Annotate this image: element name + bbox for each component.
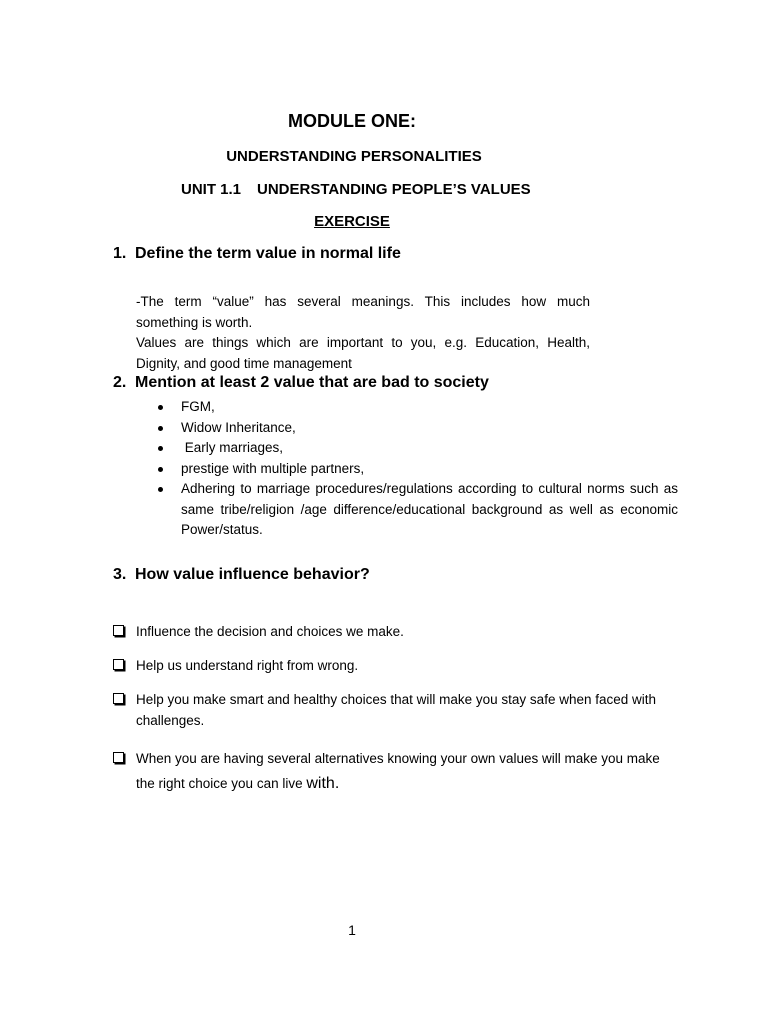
checkbox-icon (113, 659, 124, 670)
checklist-item-text (136, 746, 673, 796)
list-item-text: prestige with multiple partners, (181, 460, 365, 476)
checklist-item-text: Help you make smart and healthy choices that will make you stay safe when faced with challenges. (136, 692, 657, 728)
question-number: 3. (113, 566, 127, 583)
checklist-item (113, 621, 673, 642)
bullet-icon (158, 405, 163, 410)
checklist-item (113, 655, 673, 676)
unit-title: UNDERSTANDING PEOPLE’S VALUES (257, 181, 531, 198)
list-item (158, 397, 678, 418)
list-item-text: Adhering to marriage procedures/regulations according to cultural norms such as same tribe/religion /age difference/educational background as well as economic Power/status. (181, 481, 678, 537)
checklist-item-last-word: with. (306, 775, 340, 792)
page-number: 1 (348, 922, 356, 938)
bullet-list (158, 397, 678, 541)
question-heading (113, 245, 401, 263)
bullet-icon (158, 487, 163, 492)
checklist-item (113, 689, 673, 731)
answer-paragraph: -The term “value” has several meanings. This includes how much something is worth. (136, 294, 590, 330)
checklist-item (113, 746, 673, 796)
question-number: 1. (113, 245, 127, 262)
list-item (158, 438, 678, 459)
checklist-item-text: Influence the decision and choices we make. (136, 624, 404, 639)
module-subtitle: UNDERSTANDING PERSONALITIES (226, 148, 482, 165)
question-text: How value influence behavior? (135, 566, 370, 583)
question-text: Mention at least 2 value that are bad to society (135, 374, 489, 391)
checkbox-icon (113, 752, 124, 763)
checkbox-icon (113, 625, 124, 636)
bullet-icon (158, 467, 163, 472)
checklist-item-text: Help us understand right from wrong. (136, 658, 359, 673)
question-text: Define the term value in normal life (135, 245, 401, 262)
list-item-text: FGM, (181, 399, 215, 414)
list-item-text: Widow Inheritance, (181, 419, 296, 435)
answer-block (136, 292, 590, 374)
answer-paragraph: Values are things which are important to you, e.g. Education, Health, Dignity, and good time management (136, 335, 590, 371)
bullet-icon (158, 426, 163, 431)
exercise-heading: EXERCISE (314, 213, 390, 230)
question-heading (113, 566, 370, 584)
checklist-item-body: When you are having several alternatives knowing your own values will make you make the right choice you can live (136, 751, 660, 791)
question-number: 2. (113, 374, 127, 391)
list-item (158, 459, 678, 480)
list-item (158, 479, 678, 541)
list-item-text: Early marriages, (181, 440, 284, 455)
unit-number: UNIT 1.1 (181, 181, 242, 198)
checkbox-icon (113, 693, 124, 704)
unit-heading (181, 181, 531, 198)
question-heading (113, 374, 489, 392)
list-item (158, 418, 678, 439)
module-title: MODULE ONE: (288, 111, 416, 131)
bullet-icon (158, 446, 163, 451)
